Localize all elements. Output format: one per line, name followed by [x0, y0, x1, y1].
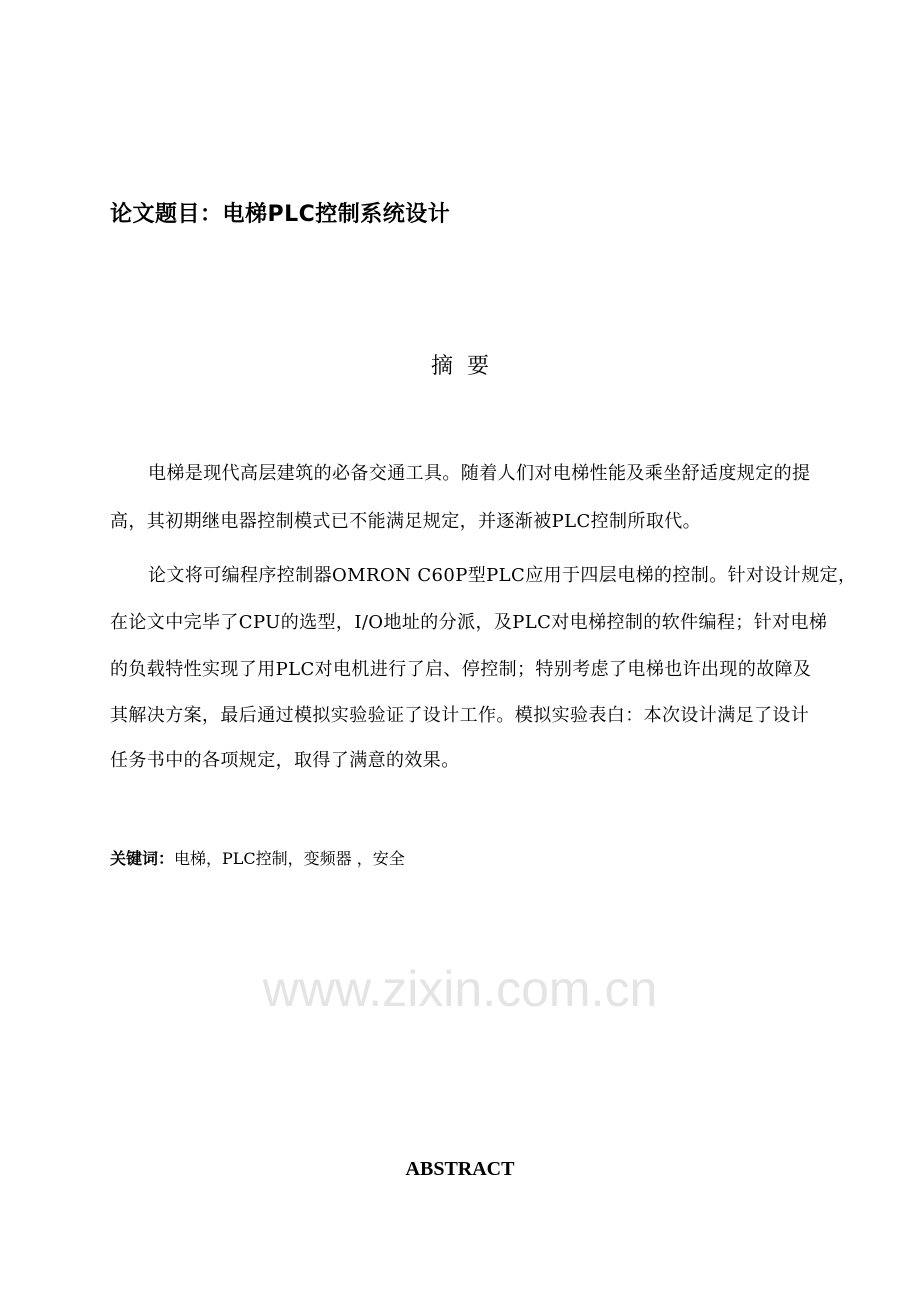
english-abstract-heading: ABSTRACT: [405, 1158, 515, 1180]
paragraph-line: 论文将可编程序控制器OMRON C60P型PLC应用于四层电梯的控制。针对设计规定，: [148, 565, 857, 586]
paragraph-line: 其解决方案，最后通过模拟实验验证了设计工作。模拟实验表白：本次设计满足了设计: [110, 705, 810, 726]
keywords-value: 电梯，PLC控制，变频器 ，安全: [174, 849, 405, 868]
paragraph-line: 在论文中完毕了CPU的选型，I/O地址的分派，及PLC对电梯控制的软件编程；针对电梯: [110, 612, 828, 633]
keywords-label: 关键词：: [110, 849, 175, 868]
paragraph-line: 电梯是现代高层建筑的必备交通工具。随着人们对电梯性能及乘坐舒适度规定的提: [148, 463, 811, 484]
keywords: [110, 846, 405, 869]
watermark: www.zixin.com.cn: [262, 961, 658, 1017]
paragraph-line: 的负载特性实现了用PLC对电机进行了启、停控制；特别考虑了电梯也许出现的故障及: [110, 659, 812, 680]
abstract-heading: 摘 要: [431, 354, 489, 379]
paragraph-line: 任务书中的各项规定，取得了满意的效果。: [110, 750, 460, 771]
thesis-title: 论文题目：电梯PLC控制系统设计: [110, 202, 451, 227]
paragraph-line: 高，其初期继电器控制模式已不能满足规定，并逐渐被PLC控制所取代。: [110, 511, 702, 532]
